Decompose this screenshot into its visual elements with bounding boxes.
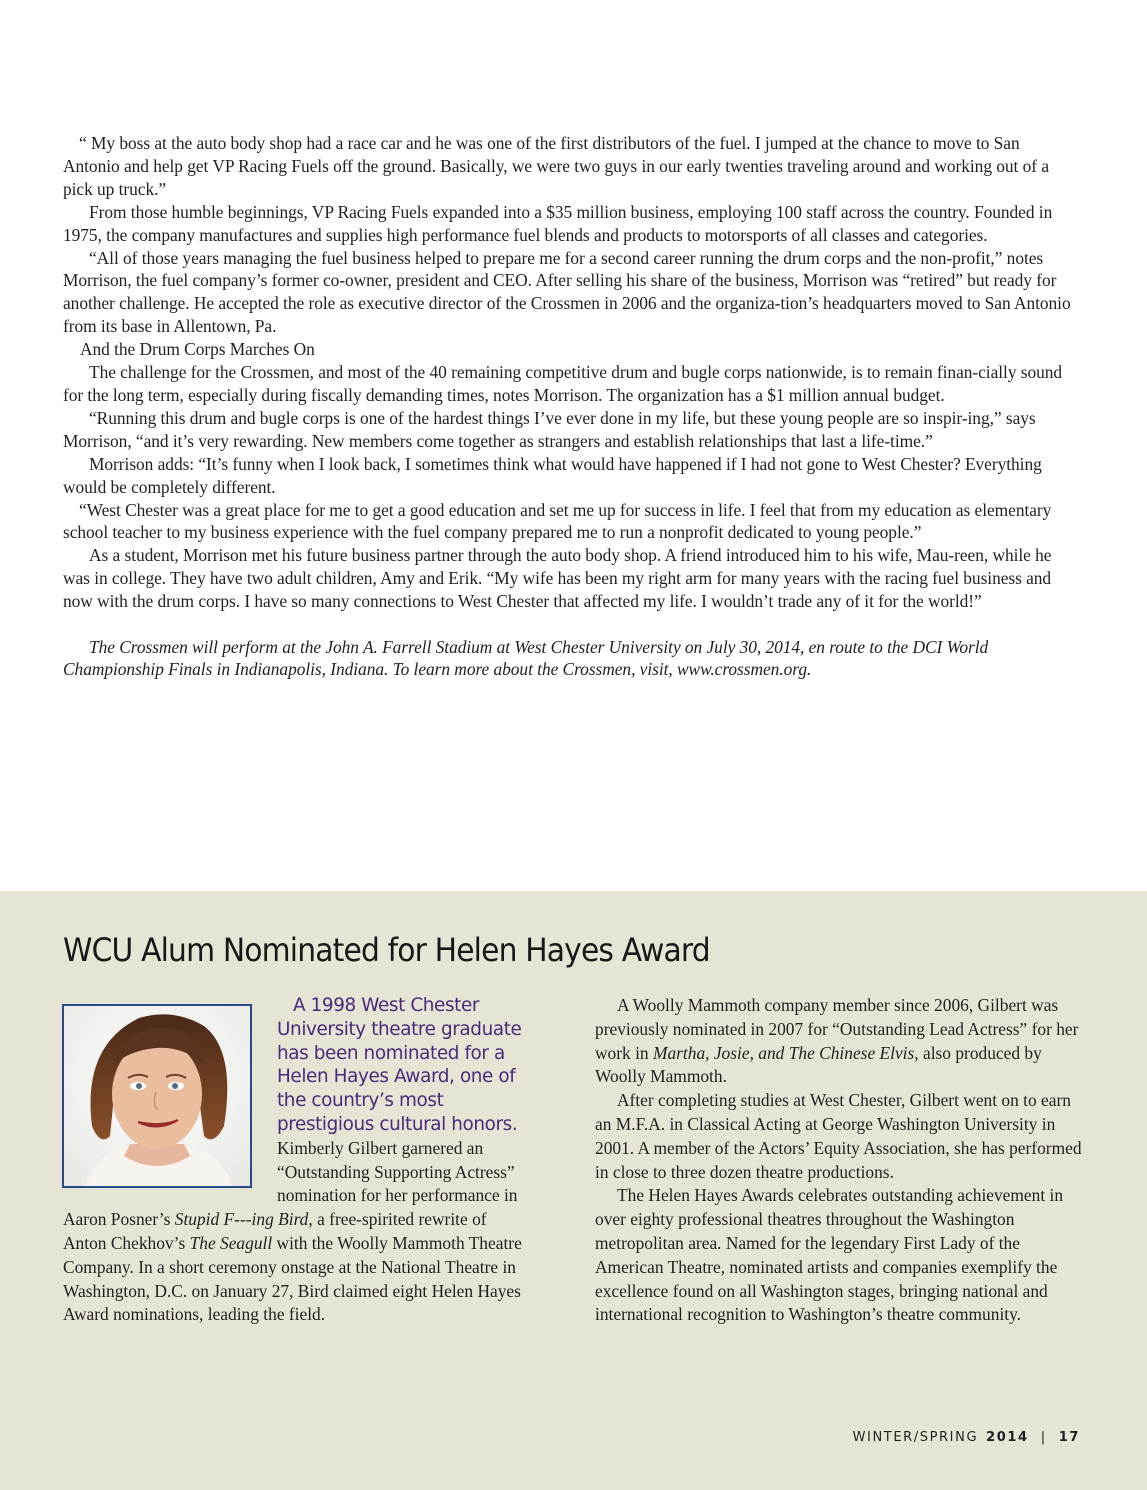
issue-year: 2014 xyxy=(986,1430,1029,1445)
text-run: , a free-spirited rewrite of Anton Chekhov’s xyxy=(63,1209,487,1253)
text-run: with the Woolly Mammoth Theatre Company. In a short ceremony onstage at the National Theatre in Washington, D.C. on January 27, Bird claimed eight Helen Hayes Award nominations, leading the field. xyxy=(63,1232,522,1325)
folio-separator: | xyxy=(1040,1430,1047,1445)
article-paragraph: Morrison adds: “It’s funny when I look back, I sometimes think what would have happened if I had not gone to West Chester? Everything would be completely different. xyxy=(63,453,1042,497)
article-paragraph: As a student, Morrison met his future business partner through the auto body shop. A friend introduced him to his wife, Mau-reen, while he was in college. They have two adult children, Amy and Erik. “My wife has been my right arm for many years with the racing fuel business and now with the drum corps. I have so many connections to West Chester that affected my life. I wouldn’t trade any of it for the world!” xyxy=(63,545,1052,612)
feature-right-column xyxy=(595,994,1085,1327)
closing-note: The Crossmen will perform at the John A. Farrell Stadium at West Chester University on July 30, 2014, en route to the DCI World Championship Finals in Indianapolis, Indiana. To learn more about the Crossmen, visit, www.crossmen.org. xyxy=(63,636,989,680)
feature-paragraph: After completing studies at West Chester, Gilbert went on to earn an M.F.A. in Classical Acting at George Washington University in 2001. A member of the Actors’ Equity Association, she has performed in close to three dozen theatre productions. xyxy=(595,1090,1082,1182)
feature-title: WCU Alum Nominated for Helen Hayes Award xyxy=(63,931,710,969)
play-title: Stupid F---ing Bird xyxy=(174,1209,309,1230)
page-folio xyxy=(853,1430,1080,1445)
article-paragraph: The challenge for the Crossmen, and most of the 40 remaining competitive drum and bugle corps nationwide, is to remain finan-cially sound for the long term, especially during fiscally demanding times, notes Morrison. The organization has a $1 million annual budget. xyxy=(63,362,1063,405)
lead-text: A 1998 West Chester University theatre graduate has been nominated for a Helen Hayes Award, one of the country’s most prestigious cultural honors. xyxy=(277,995,522,1135)
text-run: , also produced by Woolly Mammoth. xyxy=(595,1042,1042,1087)
feature-section xyxy=(0,891,1147,1490)
feature-paragraph xyxy=(595,994,1085,1089)
photo-wrap-spacer xyxy=(63,994,277,1186)
article-paragraph: “ My boss at the auto body shop had a race car and he was one of the first distributors of the fuel. I jumped at the chance to move to San Antonio and help get VP Racing Fuels off the ground. Basically, we were two guys in our early twenties traveling around and working out of a pick up truck.” xyxy=(63,133,1049,199)
article-paragraph: “West Chester was a great place for me to get a good education and set me up for success in life. I feel that from my education as elementary school teacher to my business experience with the fuel company prepared me to run a nonprofit dedicated to young people.” xyxy=(63,499,1052,543)
article-paragraph: “All of those years managing the fuel business helped to prepare me for a second career running the drum corps and the non-profit,” notes Morrison, the fuel company’s former co-owner, president and CEO. After selling his share of the business, Morrison was “retired” but ready for another challenge. He accepted the role as executive director of the Crossmen in 2006 and the organiza-tion’s headquarters moved to San Antonio from its base in Allentown, Pa. xyxy=(63,247,1071,337)
issue-season: WINTER/SPRING xyxy=(852,1430,979,1445)
page-number: 17 xyxy=(1058,1430,1080,1445)
article-paragraph: “Running this drum and bugle corps is one of the hardest things I’ve ever done in my life, but these young people are so inspir-ing,” says Morrison, “and it’s very rewarding. New members come together as strangers and establish relationships that last a life-time.” xyxy=(63,407,1036,451)
feature-paragraph: The Helen Hayes Awards celebrates outstanding achievement in over eighty professional theatres throughout the Washington metropolitan area. Named for the legendary First Lady of the American Theatre, nominated artists and companies exemplify the excellence found on all Washington stages, bringing national and international recognition to Washington’s theatre community. xyxy=(595,1185,1064,1325)
text-run: A Woolly Mammoth company member since 2006, Gilbert was previously nominated in 2007 for “Outstanding Lead Actress” for her work in xyxy=(595,995,1079,1063)
text-run: Kimberly Gilbert garnered an “Outstanding Supporting Actress” nomination for her performance in Aaron Posner’s xyxy=(63,1137,518,1230)
article-body xyxy=(63,132,1079,681)
article-subheading: And the Drum Corps Marches On xyxy=(80,339,315,360)
play-title: Martha, Josie, and The Chinese Elvis xyxy=(652,1042,915,1063)
play-title: The Seagull xyxy=(189,1232,273,1253)
article-paragraph: From those humble beginnings, VP Racing Fuels expanded into a $35 million business, employing 100 staff across the country. Founded in 1975, the company manufactures and supplies high performance fuel blends and products to motorsports of all classes and categories. xyxy=(63,201,1053,245)
feature-left-column xyxy=(63,994,533,1327)
